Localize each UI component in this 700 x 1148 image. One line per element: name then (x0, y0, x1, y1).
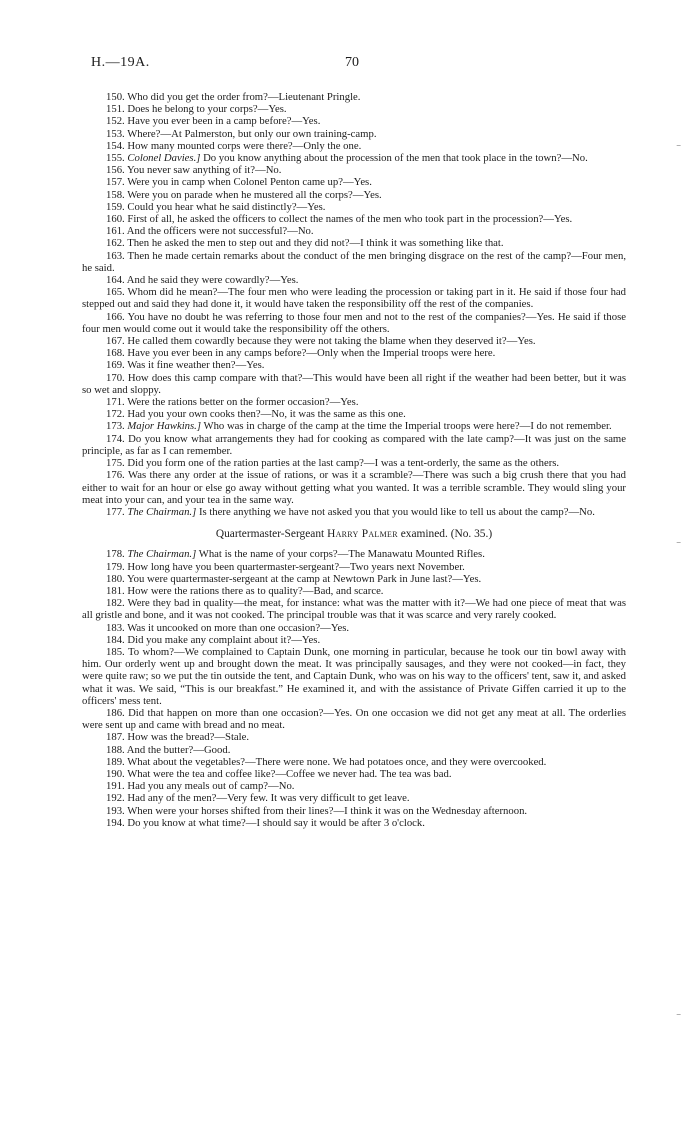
question-number: 165. (106, 286, 125, 299)
section-heading (82, 528, 626, 540)
question-text: Do you know anything about the procession of the men that took place in the town?—No. (203, 152, 588, 165)
question-text: Were they bad in quality—the meat, for instance: what was the matter with it?—We had one piece of meat that was all gristle and bone, and it was not cooked. The principal trouble was that it was scarce and very rarely cooked. (82, 597, 626, 622)
question-text: How was the bread?—Stale. (127, 731, 250, 744)
section-suffix: examined. (No. 35.) (400, 528, 493, 541)
question-number: 182. (106, 597, 125, 610)
margin-mark: ⁻ (676, 1012, 682, 1023)
question-answer (82, 176, 626, 188)
question-text: First of all, he asked the officers to collect the names of the men who took part in the procession?—Yes. (127, 213, 573, 226)
question-text: And the officers were not successful?—No. (126, 225, 314, 238)
question-number: 161. (106, 225, 125, 238)
question-number: 183. (106, 621, 125, 634)
question-answer (82, 396, 626, 408)
question-number: 188. (106, 743, 125, 756)
question-answer (82, 573, 626, 585)
speaker-label: Major Hawkins.] (127, 420, 202, 433)
question-text: Have you ever been in any camps before?—Only when the Imperial troops were here. (127, 347, 496, 360)
question-number: 169. (106, 359, 125, 372)
question-number: 170. (106, 371, 125, 384)
question-text: How long have you been quartermaster-sergeant?—Two years next November. (127, 560, 465, 573)
examination-list-first (82, 91, 626, 518)
examination-list-second (82, 548, 626, 829)
question-number: 177. (106, 505, 125, 518)
question-number: 152. (106, 115, 125, 128)
question-number: 155. (106, 152, 125, 165)
question-answer (82, 707, 626, 731)
question-number: 176. (106, 469, 125, 482)
question-answer (82, 128, 626, 140)
question-answer (82, 115, 626, 127)
question-answer (82, 731, 626, 743)
question-answer (82, 597, 626, 621)
question-text: Do you know what arrangements they had for cooking as compared with the late camp?—It was just on the same principle, as far as I can remember. (82, 432, 626, 457)
question-text: Was there any order at the issue of rations, or was it a scramble?—There was such a big crush there that you had either to wait for an hour or else go away without getting what you wanted. It was a terrible scramble. They would sling your meat into your can, and your tea in the same way. (82, 469, 626, 506)
question-answer (82, 744, 626, 756)
question-answer (82, 225, 626, 237)
question-number: 190. (106, 767, 125, 780)
question-number: 160. (106, 213, 125, 226)
question-answer (82, 585, 626, 597)
question-number: 180. (106, 572, 125, 585)
question-text: When were your horses shifted from their lines?—I think it was on the Wednesday afternoon. (127, 804, 528, 817)
question-answer (82, 561, 626, 573)
question-number: 166. (106, 310, 125, 323)
margin-mark: ⁻ (676, 143, 682, 154)
question-number: 156. (106, 164, 125, 177)
question-text: And the butter?—Good. (126, 743, 231, 756)
question-answer (82, 768, 626, 780)
question-number: 181. (106, 584, 125, 597)
question-answer (82, 335, 626, 347)
question-number: 150. (106, 91, 125, 103)
question-answer (82, 634, 626, 646)
question-text: Then he made certain remarks about the conduct of the men bringing disgrace on the rest of the camp?—Four men, he said. (82, 249, 626, 274)
question-number: 194. (106, 816, 125, 829)
question-text: Had you any meals out of camp?—No. (127, 780, 295, 793)
question-number: 163. (106, 249, 125, 262)
question-text: He called them cowardly because they were not taking the blame when they deserved it?—Yes. (127, 335, 536, 348)
question-number: 179. (106, 560, 125, 573)
question-text: Did that happen on more than one occasion?—Yes. On one occasion we did not get any meat at all. The orderlies were sent up and came with bread and no meat. (82, 706, 626, 732)
question-answer (82, 311, 626, 335)
question-text: Did you form one of the ration parties at the last camp?—I was a tent-orderly, the same as the others. (127, 457, 560, 470)
question-answer (82, 103, 626, 115)
question-text: Who did you get the order from?—Lieutenant Pringle. (127, 91, 361, 103)
question-answer (82, 817, 626, 829)
question-answer (82, 140, 626, 152)
question-number: 191. (106, 780, 125, 793)
question-answer (82, 286, 626, 310)
question-text: You never saw anything of it?—No. (126, 164, 282, 177)
question-text: Who was in charge of the camp at the time the Imperial troops were here?—I do not remember. (203, 420, 612, 433)
question-answer (82, 274, 626, 286)
question-number: 164. (106, 274, 125, 287)
question-text: Were you in camp when Colonel Penton came up?—Yes. (127, 176, 372, 189)
question-text: Was it fine weather then?—Yes. (127, 359, 265, 372)
question-number: 153. (106, 127, 125, 140)
question-number: 158. (106, 188, 125, 201)
question-answer (82, 457, 626, 469)
question-text: What is the name of your corps?—The Manawatu Mounted Rifles. (198, 548, 485, 561)
question-answer (82, 622, 626, 634)
question-answer (82, 164, 626, 176)
question-number: 174. (106, 432, 125, 445)
question-number: 193. (106, 804, 125, 817)
question-answer (82, 237, 626, 249)
margin-mark: ⁻ (676, 540, 682, 551)
question-number: 151. (106, 103, 125, 116)
section-prefix: Quartermaster-Sergeant (215, 528, 325, 541)
question-number: 167. (106, 335, 125, 348)
question-text: Had any of the men?—Very few. It was very difficult to get leave. (127, 792, 410, 805)
question-number: 178. (106, 548, 125, 561)
question-text: You have no doubt he was referring to those four men and not to the rest of the companies?—Yes. He said if those four men would come out it would take the responsibility off the others. (82, 310, 626, 335)
question-text: What were the tea and coffee like?—Coffee we never had. The tea was bad. (127, 767, 452, 780)
series-header: H.—19A. (91, 55, 150, 70)
question-number: 172. (106, 408, 125, 421)
question-answer (82, 359, 626, 371)
question-answer (82, 372, 626, 396)
question-answer (82, 433, 626, 457)
question-answer (82, 213, 626, 225)
question-text: Is there anything we have not asked you that you would like to tell us about the camp?—No. (198, 505, 595, 518)
question-answer (82, 152, 626, 164)
question-number: 186. (106, 706, 125, 719)
question-text: What about the vegetables?—There were none. We had potatoes once, and they were overcooked. (127, 755, 547, 768)
question-number: 185. (106, 645, 125, 658)
question-answer (82, 201, 626, 213)
question-text: How does this camp compare with that?—This would have been all right if the weather had been better, but it was so wet and sloppy. (82, 371, 627, 396)
question-text: Did you make any complaint about it?—Yes. (127, 633, 321, 646)
question-text: You were quartermaster-sergeant at the camp at Newtown Park in June last?—Yes. (126, 572, 482, 585)
question-number: 184. (106, 633, 125, 646)
question-text: How were the rations there as to quality?—Bad, and scarce. (127, 584, 384, 597)
question-number: 154. (106, 139, 125, 152)
question-answer (82, 805, 626, 817)
question-text: Then he asked the men to step out and they did not?—I think it was something like that. (127, 237, 504, 250)
question-answer (82, 347, 626, 359)
question-text: Where?—At Palmerston, but only our own training-camp. (127, 127, 377, 140)
question-number: 157. (106, 176, 125, 189)
question-text: Had you your own cooks then?—No, it was the same as this one. (127, 408, 406, 421)
question-text: Have you ever been in a camp before?—Yes. (127, 115, 321, 128)
question-number: 173. (106, 420, 125, 433)
document-body (82, 91, 626, 829)
question-text: Were you on parade when he mustered all the corps?—Yes. (127, 188, 382, 201)
question-answer (82, 189, 626, 201)
question-answer (82, 469, 626, 506)
question-answer (82, 780, 626, 792)
question-answer (82, 548, 626, 560)
page-number: 70 (345, 55, 359, 70)
question-answer (82, 506, 626, 518)
question-number: 187. (106, 731, 125, 744)
question-number: 171. (106, 396, 125, 409)
question-number: 162. (106, 237, 125, 250)
question-number: 192. (106, 792, 125, 805)
question-text: Whom did he mean?—The four men who were leading the procession or taking part in it. He said if those four had stepped out and said they had done it, it would have taken the responsibility off the rest of the companies. (82, 286, 626, 311)
question-text: Do you know at what time?—I should say it would be after 3 o'clock. (127, 816, 425, 829)
question-answer (82, 91, 626, 103)
speaker-label: Colonel Davies.] (127, 152, 201, 165)
question-text: To whom?—We complained to Captain Dunk, one morning in particular, because he took our tin bowl away with him. Our orderly went up and brought down the meat. It was principally sausages, and they were not cooked—in fact, they were quite raw; so we put the tin outside the tent, and Captain Dunk, who was on his way to the officers' tent, saw it, and asked what it was. We said, “This is our breakfast.” He examined it, and with the assistance of Private Giffen carried it up to the officers' mess tent. (82, 645, 626, 707)
question-number: 189. (106, 755, 125, 768)
question-number: 168. (106, 347, 125, 360)
question-answer (82, 756, 626, 768)
question-text: And he said they were cowardly?—Yes. (126, 274, 299, 287)
question-text: Does he belong to your corps?—Yes. (127, 103, 287, 116)
question-answer (82, 646, 626, 707)
question-text: Were the rations better on the former occasion?—Yes. (127, 396, 359, 409)
witness-name: Harry Palmer (327, 528, 398, 541)
question-text: Could you hear what he said distinctly?—Yes. (127, 200, 326, 213)
question-number: 159. (106, 200, 125, 213)
question-text: How many mounted corps were there?—Only the one. (127, 139, 362, 152)
question-answer (82, 250, 626, 274)
question-answer (82, 792, 626, 804)
speaker-label: The Chairman.] (127, 548, 197, 561)
question-number: 175. (106, 457, 125, 470)
question-text: Was it uncooked on more than one occasion?—Yes. (127, 621, 350, 634)
speaker-label: The Chairman.] (127, 505, 197, 518)
question-answer (82, 408, 626, 420)
question-answer (82, 420, 626, 432)
